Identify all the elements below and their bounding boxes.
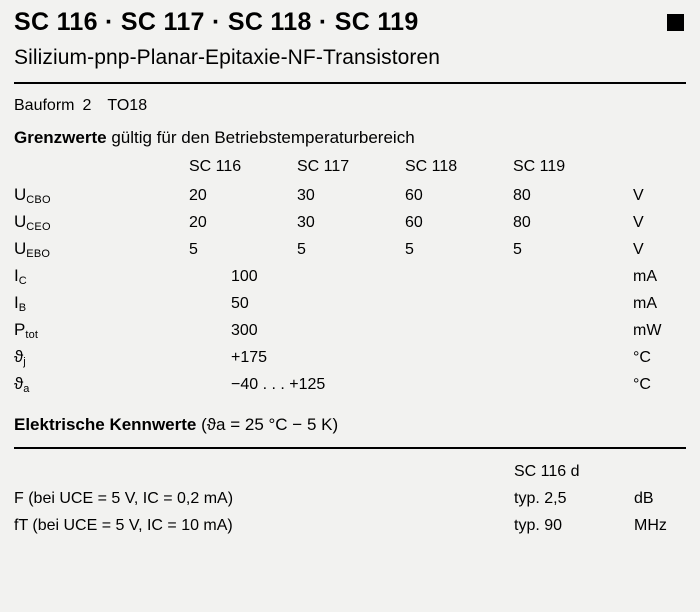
electrical-divider	[14, 447, 686, 449]
table-row	[14, 185, 686, 212]
page-title: SC 116 · SC 117 · SC 118 · SC 119	[14, 8, 419, 36]
limits-unit-ib: mA	[633, 295, 657, 312]
limits-heading-rest: gültig für den Betriebstemperaturbereich	[106, 128, 415, 147]
table-row	[14, 293, 686, 320]
limits-symbol-ptot: $P_{tot}$	[14, 320, 39, 341]
limits-symbol-theta-j	[14, 347, 189, 374]
limits-symbol-ic: $I_C$	[14, 266, 27, 287]
table-row	[14, 347, 686, 374]
electrical-unit-f: dB	[634, 490, 654, 507]
table-row	[14, 517, 686, 544]
limits-value-uceo-sc118: 60	[405, 214, 423, 231]
limits-symbol-theta-j-char: ϑ	[14, 347, 24, 366]
table-row	[14, 239, 686, 266]
electrical-unit-ft: MHz	[634, 517, 667, 534]
limits-value-theta-j: +175	[231, 349, 268, 366]
limits-header-row	[14, 158, 686, 185]
title-row	[14, 0, 686, 37]
electrical-header-row	[14, 463, 686, 490]
limits-table	[14, 158, 686, 401]
limits-column-sc118: SC 118	[405, 158, 458, 175]
limits-unit-theta-j: °C	[633, 349, 651, 366]
table-row	[14, 490, 686, 517]
limits-unit-ucbo: V	[633, 187, 644, 204]
limits-value-uebo-sc116: 5	[189, 241, 198, 258]
limits-column-sc119: SC 119	[513, 158, 566, 175]
limits-column-sc116: SC 116	[189, 158, 242, 175]
limits-value-theta-a: −40 . . . +125	[231, 376, 326, 393]
table-row	[14, 320, 686, 347]
limits-unit-uebo: V	[633, 241, 644, 258]
electrical-column-header: SC 116 d	[514, 463, 580, 480]
limits-symbol-ptot-sub: tot	[25, 329, 39, 341]
electrical-header-desc	[14, 463, 514, 490]
limits-unit-ptot: mW	[633, 322, 662, 339]
table-row	[14, 266, 686, 293]
electrical-header-unit	[634, 463, 686, 490]
limits-symbol-uceo-sub: CEO	[26, 221, 51, 233]
limits-value-ucbo-sc117: 30	[297, 187, 315, 204]
electrical-desc-f: F (bei UCE = 5 V, IC = 0,2 mA)	[14, 490, 234, 507]
electrical-heading	[14, 415, 686, 435]
limits-symbol-ib-sub: B	[18, 302, 27, 314]
table-row	[14, 374, 686, 401]
limits-unit-ic: mA	[633, 268, 657, 285]
limits-symbol-ucbo: $U_{CBO}$	[14, 185, 51, 206]
limits-symbol-theta-j-sub: j	[23, 356, 26, 368]
limits-value-ib: 50	[231, 295, 249, 312]
limits-value-ucbo-sc119: 80	[513, 187, 531, 204]
limits-symbol-uebo-sub: EBO	[26, 248, 51, 260]
limits-value-ptot: 300	[231, 322, 258, 339]
limits-value-ucbo-sc118: 60	[405, 187, 423, 204]
header-divider	[14, 82, 686, 84]
page-subtitle: Silizium-pnp-Planar-Epitaxie-NF-Transistoren	[14, 46, 441, 69]
limits-heading-bold: Grenzwerte	[14, 128, 107, 147]
limits-symbol-theta-a-char: ϑ	[14, 374, 24, 393]
limits-unit-uceo: V	[633, 214, 644, 231]
bauform-package: TO18	[107, 97, 148, 114]
bauform-label: Bauform	[14, 97, 75, 114]
limits-value-uebo-sc117: 5	[297, 241, 306, 258]
electrical-desc-ft: fT (bei UCE = 5 V, IC = 10 mA)	[14, 517, 233, 534]
table-row	[14, 212, 686, 239]
limits-value-uceo-sc119: 80	[513, 214, 531, 231]
limits-symbol-ucbo-sub: CBO	[26, 194, 51, 206]
limits-column-sc117: SC 117	[297, 158, 350, 175]
black-square-marker	[667, 14, 684, 31]
limits-symbol-theta-a-sub: a	[23, 383, 30, 395]
bauform-number: 2	[82, 97, 92, 114]
limits-value-uebo-sc118: 5	[405, 241, 414, 258]
limits-header-symbol	[14, 158, 189, 185]
electrical-table	[14, 463, 686, 544]
limits-symbol-uebo: $U_{EBO}$	[14, 239, 51, 260]
limits-value-ic: 100	[231, 268, 258, 285]
limits-unit-theta-a: °C	[633, 376, 651, 393]
limits-value-ucbo-sc116: 20	[189, 187, 207, 204]
electrical-heading-rest: (ϑa = 25 °C − 5 K)	[196, 415, 339, 434]
electrical-heading-bold: Elektrische Kennwerte	[14, 415, 197, 434]
limits-symbol-ib: $I_B$	[14, 293, 27, 314]
bauform-line	[14, 97, 686, 115]
limits-symbol-uceo: $U_{CEO}$	[14, 212, 51, 233]
limits-symbol-ic-sub: C	[18, 275, 27, 287]
limits-symbol-theta-a	[14, 374, 189, 401]
limits-heading	[14, 128, 686, 148]
limits-value-uceo-sc117: 30	[297, 214, 315, 231]
limits-value-uceo-sc116: 20	[189, 214, 207, 231]
limits-header-unit	[633, 158, 686, 185]
electrical-value-f: typ. 2,5	[514, 490, 567, 507]
electrical-value-ft: typ. 90	[514, 517, 563, 534]
limits-value-uebo-sc119: 5	[513, 241, 522, 258]
